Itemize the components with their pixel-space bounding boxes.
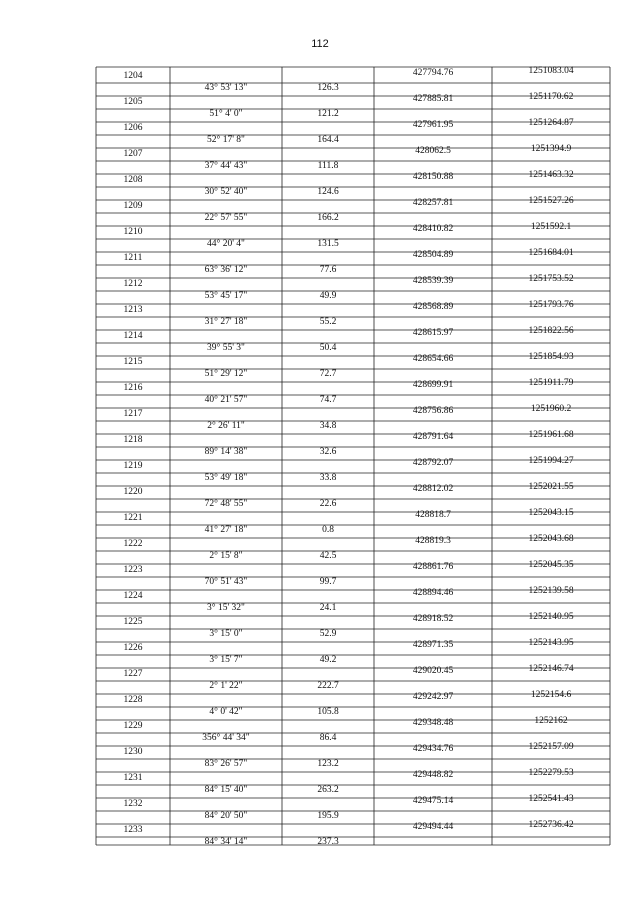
segment-length-cell: 263.2 bbox=[317, 785, 339, 795]
x-coordinate-cell: 427885.81 bbox=[412, 94, 454, 104]
y-coordinate-cell: 1252157.09 bbox=[528, 742, 574, 752]
point-number-cell: 1216 bbox=[123, 383, 143, 393]
point-number-cell: 1229 bbox=[123, 721, 143, 731]
segment-length-cell: 0.8 bbox=[322, 525, 334, 535]
point-number-cell: 1205 bbox=[123, 97, 143, 107]
direction-angle-cell: 3° 15' 0" bbox=[209, 629, 243, 639]
y-coordinate-cell: 1251822.56 bbox=[528, 326, 574, 336]
x-coordinate-cell: 428861.76 bbox=[412, 562, 454, 572]
y-coordinate-cell: 1252139.58 bbox=[528, 586, 574, 596]
x-coordinate-cell: 429434.76 bbox=[412, 744, 454, 754]
point-number-cell: 1206 bbox=[123, 123, 143, 133]
segment-length-cell: 222.7 bbox=[317, 681, 339, 691]
point-number-cell: 1215 bbox=[123, 357, 143, 367]
point-number-cell: 1214 bbox=[123, 331, 143, 341]
y-coordinate-cell: 1251463.32 bbox=[528, 170, 574, 180]
segment-length-cell: 32.6 bbox=[319, 447, 337, 457]
y-coordinate-cell: 1251394.9 bbox=[530, 144, 572, 154]
x-coordinate-cell: 427794.76 bbox=[412, 68, 454, 78]
direction-angle-cell: 22° 57' 55" bbox=[204, 213, 248, 223]
x-coordinate-cell: 428894.46 bbox=[412, 588, 454, 598]
segment-length-cell: 105.8 bbox=[317, 707, 339, 717]
point-number-cell: 1213 bbox=[123, 305, 143, 315]
direction-angle-cell: 3° 15' 7" bbox=[209, 655, 243, 665]
direction-angle-cell: 84° 15' 40" bbox=[204, 785, 248, 795]
x-coordinate-cell: 428792.07 bbox=[412, 458, 454, 468]
x-coordinate-cell: 428654.66 bbox=[412, 354, 454, 364]
x-coordinate-cell: 428819.3 bbox=[415, 536, 451, 546]
segment-length-cell: 126.3 bbox=[317, 83, 339, 93]
direction-angle-cell: 83° 26' 57" bbox=[204, 759, 248, 769]
segment-length-cell: 123.2 bbox=[317, 759, 339, 769]
direction-angle-cell: 31° 27' 18" bbox=[204, 317, 248, 327]
direction-angle-cell: 53° 49' 18" bbox=[204, 473, 248, 483]
segment-length-cell: 124.6 bbox=[317, 187, 339, 197]
direction-angle-cell: 2° 26' 11" bbox=[207, 421, 245, 431]
x-coordinate-cell: 428818.7 bbox=[415, 510, 451, 520]
direction-angle-cell: 51° 4' 0" bbox=[209, 109, 243, 119]
point-number-cell: 1231 bbox=[123, 773, 143, 783]
direction-angle-cell: 37° 44' 43" bbox=[204, 161, 248, 171]
point-number-cell: 1211 bbox=[123, 253, 143, 263]
direction-angle-cell: 40° 21' 57" bbox=[204, 395, 248, 405]
y-coordinate-cell: 1252736.42 bbox=[528, 820, 574, 830]
direction-angle-cell: 3° 15' 32" bbox=[207, 603, 245, 613]
direction-angle-cell: 89° 14' 38" bbox=[204, 447, 248, 457]
x-coordinate-cell: 429475.14 bbox=[412, 796, 454, 806]
y-coordinate-cell: 1251994.27 bbox=[528, 456, 574, 466]
segment-length-cell: 24.1 bbox=[319, 603, 337, 613]
direction-angle-cell: 72° 48' 55" bbox=[204, 499, 248, 509]
x-coordinate-cell: 428699.91 bbox=[412, 380, 454, 390]
x-coordinate-cell: 428971.35 bbox=[412, 640, 454, 650]
point-number-cell: 1228 bbox=[123, 695, 143, 705]
direction-angle-cell: 52° 17' 8" bbox=[207, 135, 245, 145]
y-coordinate-cell: 1252021.55 bbox=[528, 482, 574, 492]
y-coordinate-cell: 1252146.74 bbox=[528, 664, 574, 674]
direction-angle-cell: 43° 53' 13" bbox=[204, 83, 248, 93]
point-number-cell: 1232 bbox=[123, 799, 143, 809]
y-coordinate-cell: 1251911.79 bbox=[528, 378, 574, 388]
y-coordinate-cell: 1252143.95 bbox=[528, 638, 574, 648]
x-coordinate-cell: 428257.81 bbox=[412, 198, 454, 208]
segment-length-cell: 33.8 bbox=[319, 473, 337, 483]
y-coordinate-cell: 1251592.1 bbox=[530, 222, 572, 232]
direction-angle-cell: 84° 20' 50" bbox=[204, 811, 248, 821]
x-coordinate-cell: 428410.82 bbox=[412, 224, 454, 234]
segment-length-cell: 86.4 bbox=[319, 733, 337, 743]
point-number-cell: 1224 bbox=[123, 591, 143, 601]
direction-angle-cell: 2° 15' 8" bbox=[209, 551, 243, 561]
y-coordinate-cell: 1251264.87 bbox=[528, 118, 574, 128]
point-number-cell: 1208 bbox=[123, 175, 143, 185]
direction-angle-cell: 356° 44' 34" bbox=[202, 733, 250, 743]
point-number-cell: 1226 bbox=[123, 643, 143, 653]
segment-length-cell: 72.7 bbox=[319, 369, 337, 379]
segment-length-cell: 77.6 bbox=[319, 265, 337, 275]
point-number-cell: 1221 bbox=[123, 513, 143, 523]
y-coordinate-cell: 1252154.6 bbox=[530, 690, 572, 700]
y-coordinate-cell: 1251960.2 bbox=[530, 404, 572, 414]
segment-length-cell: 52.9 bbox=[319, 629, 337, 639]
segment-length-cell: 42.5 bbox=[319, 551, 337, 561]
segment-length-cell: 34.8 bbox=[319, 421, 337, 431]
point-number-cell: 1220 bbox=[123, 487, 143, 497]
direction-angle-cell: 2° 1' 22" bbox=[209, 681, 243, 691]
direction-angle-cell: 51° 29' 12" bbox=[204, 369, 248, 379]
page-number: 112 bbox=[311, 38, 329, 50]
point-number-cell: 1233 bbox=[123, 825, 143, 835]
x-coordinate-cell: 428615.97 bbox=[412, 328, 454, 338]
point-number-cell: 1210 bbox=[123, 227, 143, 237]
segment-length-cell: 195.9 bbox=[317, 811, 339, 821]
point-number-cell: 1225 bbox=[123, 617, 143, 627]
segment-length-cell: 49.9 bbox=[319, 291, 337, 301]
x-coordinate-cell: 428812.02 bbox=[412, 484, 454, 494]
x-coordinate-cell: 428791.64 bbox=[412, 432, 454, 442]
direction-angle-cell: 70° 51' 43" bbox=[204, 577, 248, 587]
point-number-cell: 1207 bbox=[123, 149, 143, 159]
point-number-cell: 1230 bbox=[123, 747, 143, 757]
x-coordinate-cell: 429494.44 bbox=[412, 822, 454, 832]
point-number-cell: 1219 bbox=[123, 461, 143, 471]
x-coordinate-cell: 428918.52 bbox=[412, 614, 454, 624]
direction-angle-cell: 41° 27' 18" bbox=[204, 525, 248, 535]
x-coordinate-cell: 429448.82 bbox=[412, 770, 454, 780]
y-coordinate-cell: 1251854.93 bbox=[528, 352, 574, 362]
direction-angle-cell: 53° 45' 17" bbox=[204, 291, 248, 301]
point-number-cell: 1217 bbox=[123, 409, 143, 419]
x-coordinate-cell: 429020.45 bbox=[412, 666, 454, 676]
y-coordinate-cell: 1251083.04 bbox=[528, 66, 574, 76]
x-coordinate-cell: 428539.39 bbox=[412, 276, 454, 286]
point-number-cell: 1223 bbox=[123, 565, 143, 575]
y-coordinate-cell: 1251684.01 bbox=[528, 248, 574, 258]
y-coordinate-cell: 1252043.68 bbox=[528, 534, 574, 544]
segment-length-cell: 99.7 bbox=[319, 577, 337, 587]
direction-angle-cell: 39° 55' 3" bbox=[207, 343, 245, 353]
y-coordinate-cell: 1251753.52 bbox=[528, 274, 574, 284]
y-coordinate-cell: 1251793.76 bbox=[528, 300, 574, 310]
point-number-cell: 1222 bbox=[123, 539, 143, 549]
segment-length-cell: 50.4 bbox=[319, 343, 337, 353]
point-number-cell: 1204 bbox=[123, 71, 143, 81]
segment-length-cell: 74.7 bbox=[319, 395, 337, 405]
y-coordinate-cell: 1252140.95 bbox=[528, 612, 574, 622]
x-coordinate-cell: 429348.48 bbox=[412, 718, 454, 728]
direction-angle-cell: 63° 36' 12" bbox=[204, 265, 248, 275]
segment-length-cell: 111.8 bbox=[317, 161, 339, 171]
y-coordinate-cell: 1252043.15 bbox=[528, 508, 574, 518]
segment-length-cell: 49.2 bbox=[319, 655, 337, 665]
y-coordinate-cell: 1252045.35 bbox=[528, 560, 574, 570]
segment-length-cell: 131.5 bbox=[317, 239, 339, 249]
direction-angle-cell: 4° 0' 42" bbox=[209, 707, 243, 717]
x-coordinate-cell: 428150.88 bbox=[412, 172, 454, 182]
y-coordinate-cell: 1252162 bbox=[534, 716, 568, 726]
segment-length-cell: 55.2 bbox=[319, 317, 337, 327]
x-coordinate-cell: 428568.89 bbox=[412, 302, 454, 312]
point-number-cell: 1227 bbox=[123, 669, 143, 679]
x-coordinate-cell: 427961.95 bbox=[412, 120, 454, 130]
y-coordinate-cell: 1252541.43 bbox=[528, 794, 574, 804]
segment-length-cell: 237.3 bbox=[317, 837, 339, 847]
direction-angle-cell: 30° 52' 40" bbox=[204, 187, 248, 197]
direction-angle-cell: 84° 34' 14" bbox=[204, 837, 248, 847]
point-number-cell: 1212 bbox=[123, 279, 143, 289]
x-coordinate-cell: 429242.97 bbox=[412, 692, 454, 702]
segment-length-cell: 166.2 bbox=[317, 213, 339, 223]
y-coordinate-cell: 1252279.53 bbox=[528, 768, 574, 778]
y-coordinate-cell: 1251527.26 bbox=[528, 196, 574, 206]
segment-length-cell: 164.4 bbox=[317, 135, 339, 145]
x-coordinate-cell: 428062.5 bbox=[415, 146, 451, 156]
segment-length-cell: 121.2 bbox=[317, 109, 339, 119]
y-coordinate-cell: 1251170.62 bbox=[528, 92, 574, 102]
segment-length-cell: 22.6 bbox=[319, 499, 337, 509]
direction-angle-cell: 44° 20' 4" bbox=[207, 239, 245, 249]
x-coordinate-cell: 428504.89 bbox=[412, 250, 454, 260]
y-coordinate-cell: 1251961.68 bbox=[528, 430, 574, 440]
x-coordinate-cell: 428756.86 bbox=[412, 406, 454, 416]
point-number-cell: 1218 bbox=[123, 435, 143, 445]
point-number-cell: 1209 bbox=[123, 201, 143, 211]
